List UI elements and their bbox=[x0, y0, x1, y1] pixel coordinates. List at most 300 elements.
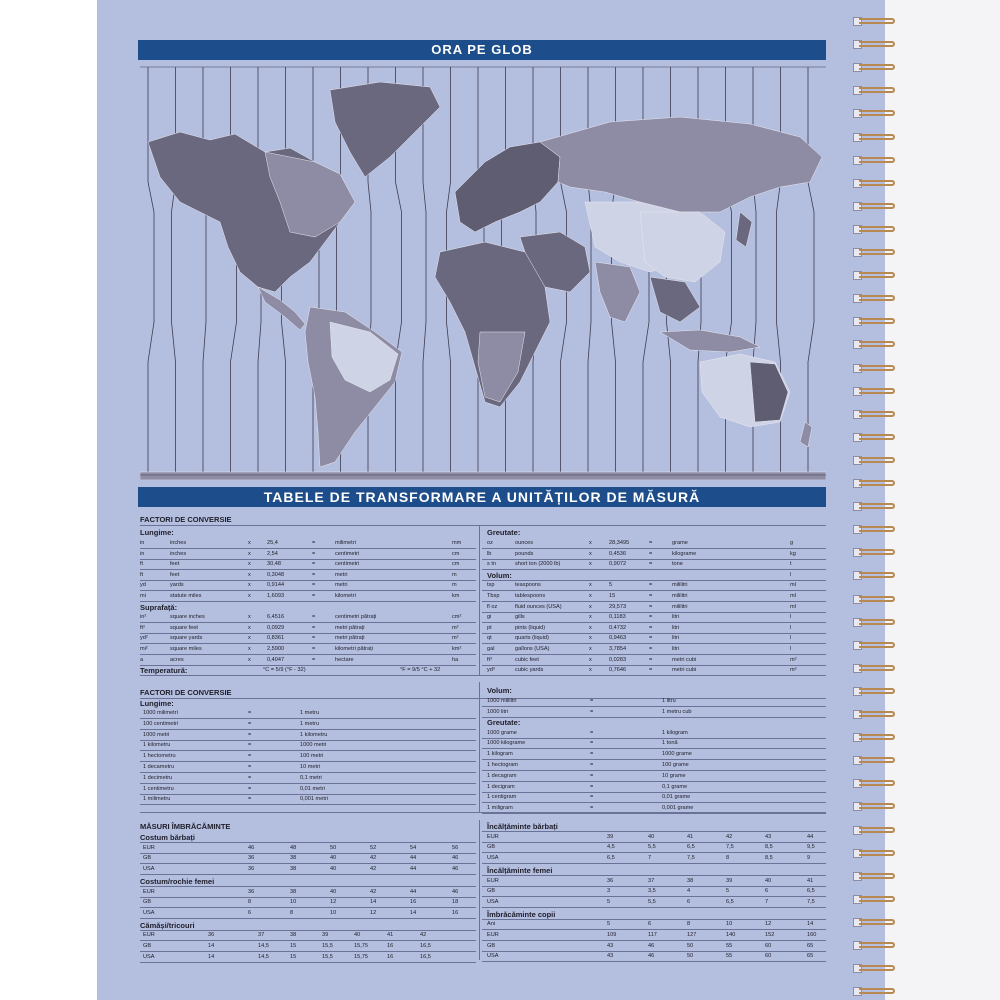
subheading-length: Lungime: bbox=[140, 699, 174, 708]
table-cell: 1000 grame bbox=[487, 729, 517, 736]
table-cell: USA bbox=[487, 855, 499, 862]
table-cell: centimetri pătrați bbox=[335, 614, 377, 621]
row-divider bbox=[482, 781, 826, 782]
row-divider bbox=[482, 907, 826, 908]
table-cell: 1 decimetru bbox=[143, 774, 173, 781]
table-cell: square feet bbox=[170, 624, 198, 631]
table-cell: x bbox=[248, 571, 251, 578]
section-heading: FACTORI DE CONVERSIE bbox=[140, 688, 232, 697]
table-cell: = bbox=[312, 571, 316, 578]
table-cell: = bbox=[312, 561, 316, 568]
table-cell: = bbox=[590, 762, 594, 768]
table-cell: cm bbox=[452, 561, 460, 568]
table-cell: = bbox=[590, 772, 594, 779]
table-cell: 36 bbox=[208, 932, 215, 939]
table-cell: x bbox=[248, 656, 251, 663]
table-cell: tone bbox=[672, 561, 683, 568]
table-cell: 44 bbox=[410, 866, 417, 873]
table-cell: metri cubi bbox=[672, 667, 697, 674]
row-divider bbox=[140, 622, 476, 623]
table-cell: 0,0283 bbox=[609, 656, 627, 663]
table-cell: x bbox=[589, 614, 592, 621]
table-cell: 44 bbox=[410, 888, 417, 895]
table-cell: 40 bbox=[330, 855, 337, 862]
spiral-ring bbox=[853, 386, 897, 397]
table-cell: = bbox=[649, 561, 653, 568]
table-cell: 46 bbox=[648, 953, 655, 960]
row-divider bbox=[482, 633, 826, 634]
table-cell: mi bbox=[140, 593, 146, 599]
table-cell: 7 bbox=[765, 898, 769, 905]
table-cell: 2,54 bbox=[267, 550, 278, 557]
table-cell: s tn bbox=[487, 561, 497, 568]
table-cell: x bbox=[589, 667, 592, 674]
table-cell: 4 bbox=[687, 888, 691, 895]
spiral-ring bbox=[853, 270, 897, 281]
table-cell: = bbox=[248, 796, 252, 803]
table-cell: = bbox=[312, 646, 316, 652]
table-cell: 127 bbox=[687, 932, 697, 938]
table-cell: mililitri bbox=[672, 593, 688, 599]
tables-title: TABELE DE TRANSFORMARE A UNITĂȚILOR DE MĂSURĂ bbox=[138, 487, 826, 507]
table-cell: 3 bbox=[607, 888, 611, 895]
table-cell: ml bbox=[790, 603, 796, 610]
clothing-group-label: Costum bărbați bbox=[140, 833, 196, 842]
table-cell: kilometri pătrați bbox=[335, 646, 373, 652]
table-cell: m bbox=[452, 582, 457, 589]
table-cell: statute miles bbox=[170, 593, 202, 599]
spiral-ring bbox=[853, 825, 897, 836]
table-cell: 100 grame bbox=[662, 762, 689, 768]
table-cell: 16 bbox=[387, 943, 394, 949]
table-cell: 3,7854 bbox=[609, 646, 627, 652]
table-cell: pounds bbox=[515, 550, 534, 557]
table-cell: 46 bbox=[648, 942, 655, 949]
row-divider bbox=[140, 783, 476, 784]
table-cell: 46 bbox=[452, 866, 459, 873]
table-cell: = bbox=[649, 593, 653, 599]
row-divider bbox=[140, 718, 476, 719]
table-cell: 7,5 bbox=[726, 844, 734, 851]
table-cell: 1 metru cub bbox=[662, 708, 692, 715]
row-divider bbox=[140, 940, 476, 941]
shoe-group-label: Îmbrăcăminte copii bbox=[487, 909, 556, 919]
row-divider bbox=[482, 961, 826, 962]
table-cell: 1 metru bbox=[300, 710, 319, 716]
table-cell: 1 kilometru bbox=[300, 731, 328, 738]
row-divider bbox=[140, 590, 476, 591]
table-cell: square yards bbox=[170, 635, 203, 642]
table-cell: x bbox=[589, 540, 592, 546]
spiral-ring bbox=[853, 801, 897, 812]
table-cell: 3,5 bbox=[648, 888, 656, 895]
table-cell: cubic yards bbox=[515, 667, 544, 674]
table-cell: metri bbox=[335, 571, 348, 578]
table-cell: kg bbox=[790, 550, 796, 557]
row-divider bbox=[482, 706, 826, 707]
table-cell: = bbox=[312, 593, 316, 599]
table-cell: 38 bbox=[290, 888, 297, 895]
row-divider bbox=[140, 740, 476, 741]
spiral-ring bbox=[853, 963, 897, 974]
row-divider bbox=[140, 750, 476, 751]
row-divider bbox=[140, 907, 476, 908]
table-cell: 1000 litri bbox=[487, 708, 509, 715]
table-cell: 1 litru bbox=[662, 698, 676, 704]
table-cell: m³ bbox=[790, 667, 797, 674]
table-cell: 42 bbox=[726, 833, 733, 840]
table-cell: 1000 grame bbox=[662, 751, 692, 758]
table-cell: EUR bbox=[143, 844, 155, 851]
table-cell: in bbox=[140, 540, 145, 546]
row-divider bbox=[482, 863, 826, 864]
row-divider bbox=[482, 886, 826, 887]
table-cell: 40 bbox=[354, 932, 361, 939]
table-cell: x bbox=[589, 646, 592, 652]
table-cell: square miles bbox=[170, 646, 202, 652]
table-cell: 40 bbox=[330, 866, 337, 873]
table-cell: USA bbox=[487, 953, 499, 960]
table-cell: EUR bbox=[487, 877, 499, 884]
table-cell: 39 bbox=[726, 877, 733, 884]
row-divider bbox=[140, 794, 476, 795]
table-cell: USA bbox=[143, 866, 155, 873]
spiral-ring bbox=[853, 178, 897, 189]
table-cell: = bbox=[312, 582, 316, 589]
table-cell: yards bbox=[170, 582, 184, 589]
table-cell: 15 bbox=[609, 593, 616, 599]
spiral-ring bbox=[853, 732, 897, 743]
table-cell: 41 bbox=[387, 932, 394, 939]
spiral-ring bbox=[853, 455, 897, 466]
table-cell: 38 bbox=[687, 877, 694, 884]
table-cell: 38 bbox=[290, 866, 297, 873]
section-heading: MĂSURI ÎMBRĂCĂMINTE bbox=[140, 822, 231, 831]
table-cell: 16,5 bbox=[420, 943, 431, 949]
table-cell: = bbox=[649, 656, 653, 663]
table-cell: pints (liquid) bbox=[515, 624, 546, 631]
row-divider bbox=[482, 654, 826, 655]
table-cell: GB bbox=[487, 888, 496, 895]
spiral-ring bbox=[853, 108, 897, 119]
table-cell: 1000 mililitri bbox=[487, 698, 517, 704]
table-cell: = bbox=[590, 794, 594, 801]
table-cell: 6 bbox=[648, 921, 652, 928]
table-cell: 46 bbox=[248, 844, 255, 851]
table-cell: 14 bbox=[807, 921, 814, 928]
table-cell: 152 bbox=[765, 932, 775, 938]
table-cell: in bbox=[140, 550, 145, 557]
row-divider bbox=[140, 569, 476, 570]
table-cell: USA bbox=[487, 898, 499, 905]
table-cell: 43 bbox=[765, 833, 772, 840]
table-cell: lb bbox=[487, 550, 492, 557]
shoe-group-label: Încălțăminte bărbați bbox=[487, 822, 558, 831]
spiral-ring bbox=[853, 524, 897, 535]
table-cell: x bbox=[589, 603, 592, 610]
table-cell: = bbox=[649, 603, 653, 610]
table-cell: 15,75 bbox=[354, 953, 368, 960]
row-divider bbox=[482, 622, 826, 623]
table-cell: x bbox=[589, 582, 592, 589]
table-cell: 117 bbox=[648, 932, 657, 938]
table-cell: ha bbox=[452, 656, 459, 663]
table-cell: l bbox=[790, 635, 792, 642]
table-cell: 41 bbox=[687, 833, 694, 840]
row-divider bbox=[482, 569, 826, 570]
table-cell: t bbox=[790, 561, 792, 568]
table-cell: 1000 metri bbox=[300, 742, 327, 749]
table-cell: 2,5900 bbox=[267, 646, 285, 652]
column-divider bbox=[479, 820, 480, 960]
row-divider bbox=[140, 665, 476, 666]
table-cell: = bbox=[649, 646, 653, 652]
table-cell: metri bbox=[335, 582, 348, 589]
table-cell: 0,1 metri bbox=[300, 774, 322, 781]
table-cell: 43 bbox=[607, 942, 614, 949]
table-cell: 52 bbox=[370, 844, 377, 851]
spiral-ring bbox=[853, 16, 897, 27]
subheading-weight: Greutate: bbox=[487, 717, 521, 727]
table-cell: 0,1 grame bbox=[662, 783, 688, 790]
row-divider bbox=[140, 559, 476, 560]
table-cell: USA bbox=[143, 953, 155, 960]
row-divider bbox=[140, 525, 826, 526]
table-cell: yd³ bbox=[487, 667, 495, 674]
table-cell: ft³ bbox=[487, 656, 492, 663]
table-cell: x bbox=[248, 550, 251, 557]
spiral-ring bbox=[853, 547, 897, 558]
table-cell: oz bbox=[487, 540, 493, 546]
table-cell: = bbox=[312, 656, 316, 663]
table-cell: 29,573 bbox=[609, 603, 627, 610]
spiral-ring bbox=[853, 686, 897, 697]
table-cell: 0,01 metri bbox=[300, 785, 325, 792]
subheading-weight: Greutate: bbox=[487, 528, 521, 537]
table-cell: 10 bbox=[290, 899, 297, 906]
table-cell: square inches bbox=[170, 614, 205, 621]
table-cell: cubic feet bbox=[515, 656, 539, 663]
table-cell: 0,1183 bbox=[609, 614, 626, 621]
row-divider bbox=[482, 951, 826, 952]
table-cell: l bbox=[790, 646, 792, 652]
table-cell: 0,01 grame bbox=[662, 794, 691, 801]
table-cell: 1000 metri bbox=[143, 731, 170, 738]
table-cell: 14 bbox=[410, 909, 417, 916]
table-cell: 54 bbox=[410, 844, 417, 851]
table-cell: 50 bbox=[687, 953, 694, 960]
table-cell: 1 hectogram bbox=[487, 762, 519, 768]
table-cell: = bbox=[649, 635, 653, 642]
table-cell: = bbox=[312, 635, 316, 642]
spiral-ring bbox=[853, 755, 897, 766]
row-divider bbox=[482, 590, 826, 591]
table-cell: 1,6093 bbox=[267, 593, 285, 599]
table-cell: 8 bbox=[687, 921, 691, 928]
table-cell: = bbox=[649, 550, 653, 557]
table-cell: 1 kilometru bbox=[143, 742, 171, 749]
table-cell: 9,5 bbox=[807, 844, 815, 851]
table-cell: 60 bbox=[765, 942, 772, 949]
world-time-zone-map bbox=[140, 62, 826, 480]
table-cell: metri pătrați bbox=[335, 624, 365, 631]
row-divider bbox=[482, 792, 826, 793]
spiral-ring bbox=[853, 871, 897, 882]
table-cell: = bbox=[649, 624, 653, 631]
table-cell: l bbox=[790, 571, 792, 578]
spiral-ring bbox=[853, 594, 897, 605]
antarctica-hint bbox=[140, 472, 826, 480]
table-cell: 44 bbox=[410, 855, 417, 862]
spiral-ring bbox=[853, 155, 897, 166]
table-cell: EUR bbox=[143, 888, 155, 895]
table-cell: milimetri bbox=[335, 540, 356, 546]
table-cell: 18 bbox=[452, 899, 459, 906]
table-cell: EUR bbox=[487, 932, 499, 938]
table-cell: x bbox=[589, 593, 592, 599]
table-cell: 10 bbox=[726, 921, 733, 928]
temperature-formula-f: °F = 9/5 °C + 32 bbox=[400, 667, 441, 674]
row-divider bbox=[482, 759, 826, 760]
table-cell: 37 bbox=[258, 932, 265, 939]
table-cell: 0,4047 bbox=[267, 656, 285, 663]
table-cell: km² bbox=[452, 646, 462, 652]
row-divider bbox=[140, 761, 476, 762]
row-divider bbox=[140, 772, 476, 773]
table-cell: m³ bbox=[790, 656, 797, 663]
row-divider bbox=[140, 918, 476, 919]
table-cell: 16,5 bbox=[420, 953, 431, 960]
spiral-ring bbox=[853, 432, 897, 443]
table-cell: = bbox=[248, 720, 252, 727]
table-cell: 44 bbox=[807, 833, 814, 840]
spiral-ring bbox=[853, 201, 897, 212]
table-cell: 6,4516 bbox=[267, 614, 285, 621]
table-cell: 16 bbox=[387, 953, 394, 960]
row-divider bbox=[482, 852, 826, 853]
table-cell: 42 bbox=[370, 866, 377, 873]
table-cell: 38 bbox=[290, 932, 297, 939]
table-cell: 15,75 bbox=[354, 943, 368, 949]
table-cell: 43 bbox=[607, 953, 614, 960]
table-cell: 1 tonă bbox=[662, 740, 678, 747]
table-cell: km bbox=[452, 593, 460, 599]
table-cell: 8 bbox=[726, 855, 730, 862]
table-cell: 14,5 bbox=[258, 953, 269, 960]
table-cell: 28,3495 bbox=[609, 540, 630, 546]
shoe-group-label: Încălțăminte femei bbox=[487, 865, 553, 875]
table-cell: 5 bbox=[607, 921, 611, 928]
table-cell: 12 bbox=[330, 899, 337, 906]
table-cell: 15,5 bbox=[322, 943, 333, 949]
table-cell: 0,001 grame bbox=[662, 805, 694, 812]
table-cell: cm² bbox=[452, 614, 462, 621]
table-cell: ft bbox=[140, 561, 144, 568]
table-cell: quarts (liquid) bbox=[515, 635, 549, 642]
table-cell: 30,48 bbox=[267, 561, 281, 568]
table-cell: 100 metri bbox=[300, 753, 324, 760]
table-cell: 5 bbox=[726, 888, 730, 895]
table-cell: yd bbox=[140, 582, 146, 589]
table-cell: centimetri bbox=[335, 550, 360, 557]
table-cell: 1 miligram bbox=[487, 805, 513, 812]
table-cell: 7 bbox=[648, 855, 652, 862]
row-divider bbox=[482, 665, 826, 666]
table-cell: GB bbox=[143, 899, 152, 906]
table-cell: = bbox=[590, 751, 594, 758]
table-cell: = bbox=[248, 753, 252, 760]
table-cell: 5 bbox=[609, 582, 613, 589]
row-divider bbox=[140, 874, 476, 875]
table-cell: 1 kilogram bbox=[662, 729, 688, 736]
table-cell: 36 bbox=[607, 877, 614, 884]
table-cell: cm bbox=[452, 550, 460, 557]
table-cell: 15,5 bbox=[322, 953, 333, 960]
table-cell: 15 bbox=[290, 953, 297, 960]
table-cell: 36 bbox=[248, 855, 255, 862]
table-cell: 65 bbox=[807, 942, 814, 949]
table-cell: metri cubi bbox=[672, 656, 697, 663]
table-cell: x bbox=[248, 593, 251, 599]
table-cell: = bbox=[590, 708, 594, 715]
spiral-ring bbox=[853, 778, 897, 789]
table-cell: x bbox=[589, 635, 592, 642]
table-cell: 9 bbox=[807, 855, 811, 862]
table-cell: x bbox=[589, 656, 592, 663]
table-cell: l bbox=[790, 624, 792, 631]
spiral-ring bbox=[853, 570, 897, 581]
table-cell: = bbox=[312, 550, 316, 557]
table-cell: litri bbox=[672, 635, 680, 642]
table-cell: 50 bbox=[330, 844, 337, 851]
row-divider bbox=[482, 643, 826, 644]
table-cell: centimetri bbox=[335, 561, 360, 568]
table-cell: tsp bbox=[487, 582, 495, 589]
table-cell: = bbox=[248, 764, 252, 770]
table-cell: tablespoons bbox=[515, 593, 546, 599]
table-cell: = bbox=[649, 614, 653, 621]
table-cell: = bbox=[248, 742, 252, 749]
table-cell: 0,7646 bbox=[609, 667, 627, 674]
row-divider bbox=[140, 863, 476, 864]
spiral-ring bbox=[853, 501, 897, 512]
spiral-ring bbox=[853, 617, 897, 628]
table-cell: m² bbox=[452, 635, 459, 642]
table-cell: 46 bbox=[452, 855, 459, 862]
table-cell: 4,5 bbox=[607, 844, 615, 851]
subheading-temperature: Temperatură: bbox=[140, 666, 188, 676]
table-cell: m² bbox=[452, 624, 459, 631]
table-cell: x bbox=[589, 550, 592, 557]
table-cell: 0,4732 bbox=[609, 624, 627, 631]
row-divider bbox=[482, 717, 826, 718]
spiral-ring bbox=[853, 894, 897, 905]
table-cell: 39 bbox=[322, 932, 329, 939]
table-cell: litri bbox=[672, 624, 680, 631]
row-divider bbox=[140, 897, 476, 898]
table-cell: 55 bbox=[726, 953, 733, 960]
table-cell: 42 bbox=[370, 888, 377, 895]
row-divider bbox=[140, 601, 476, 602]
table-cell: 50 bbox=[687, 942, 694, 949]
table-cell: 6,5 bbox=[687, 844, 695, 851]
spiral-ring bbox=[853, 363, 897, 374]
table-cell: 55 bbox=[726, 942, 733, 949]
table-cell: inches bbox=[170, 540, 187, 546]
column-divider bbox=[479, 682, 480, 812]
table-cell: 8,5 bbox=[765, 855, 773, 862]
table-cell: a bbox=[140, 656, 144, 663]
